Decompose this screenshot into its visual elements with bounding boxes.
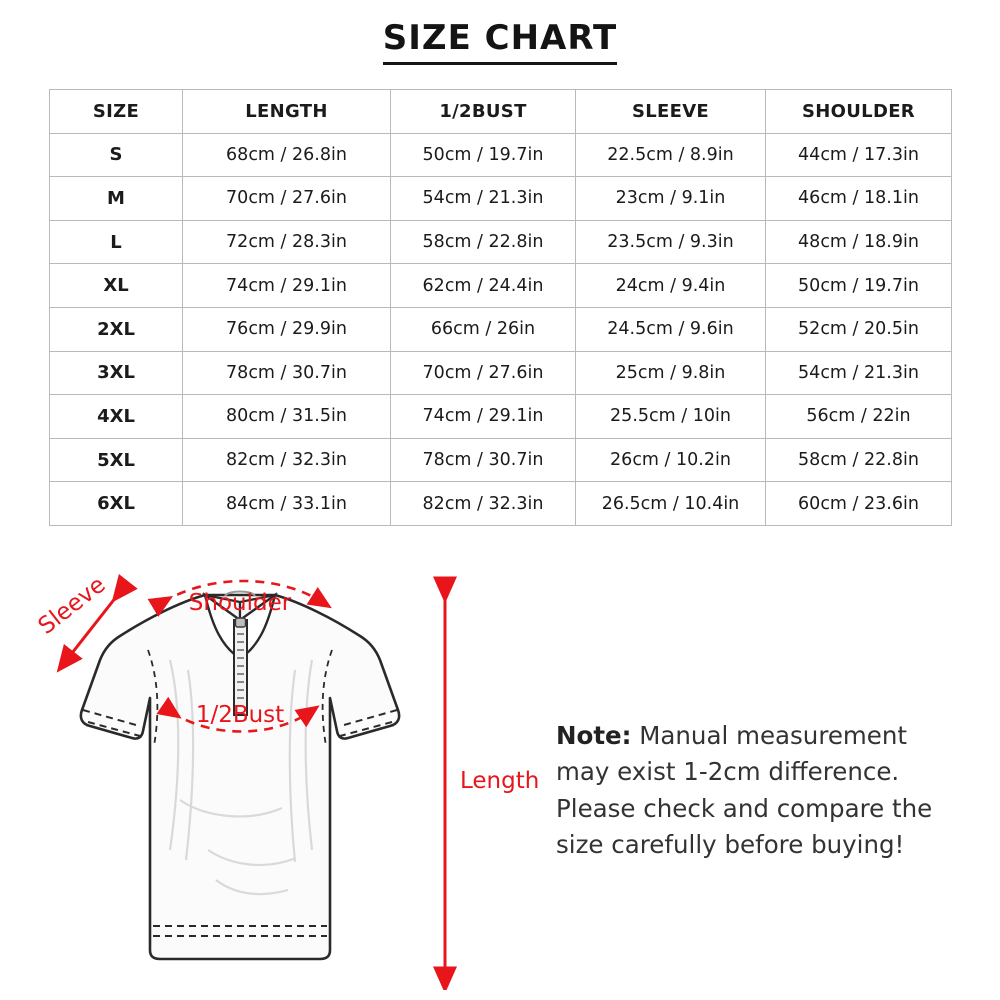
table-row — [50, 395, 952, 439]
cell-shoulder: 60cm / 23.6in — [766, 482, 952, 526]
cell-halfbust: 82cm / 32.3in — [391, 482, 576, 526]
cell-size: L — [50, 220, 183, 264]
size-chart-table — [49, 89, 952, 526]
cell-halfbust: 70cm / 27.6in — [391, 351, 576, 395]
cell-size: 3XL — [50, 351, 183, 395]
column-header-length: LENGTH — [183, 90, 391, 134]
cell-size: 6XL — [50, 482, 183, 526]
cell-size: S — [50, 133, 183, 177]
cell-shoulder: 54cm / 21.3in — [766, 351, 952, 395]
column-header-halfbust: 1/2BUST — [391, 90, 576, 134]
cell-sleeve: 22.5cm / 8.9in — [576, 133, 766, 177]
cell-halfbust: 50cm / 19.7in — [391, 133, 576, 177]
cell-length: 72cm / 28.3in — [183, 220, 391, 264]
cell-halfbust: 78cm / 30.7in — [391, 438, 576, 482]
cell-halfbust: 54cm / 21.3in — [391, 177, 576, 221]
note-prefix: Note: — [556, 721, 632, 750]
column-header-shoulder: SHOULDER — [766, 90, 952, 134]
cell-size: M — [50, 177, 183, 221]
cell-shoulder: 52cm / 20.5in — [766, 307, 952, 351]
cell-size: 5XL — [50, 438, 183, 482]
page-title-container — [0, 18, 1000, 65]
cell-halfbust: 62cm / 24.4in — [391, 264, 576, 308]
cell-length: 78cm / 30.7in — [183, 351, 391, 395]
cell-shoulder: 56cm / 22in — [766, 395, 952, 439]
cell-length: 82cm / 32.3in — [183, 438, 391, 482]
cell-length: 68cm / 26.8in — [183, 133, 391, 177]
table-row — [50, 133, 952, 177]
table-row — [50, 220, 952, 264]
label-shoulder: Shoulder — [188, 590, 292, 616]
cell-shoulder: 58cm / 22.8in — [766, 438, 952, 482]
page-title: SIZE CHART — [383, 18, 617, 65]
table-row — [50, 482, 952, 526]
cell-sleeve: 26.5cm / 10.4in — [576, 482, 766, 526]
label-half-bust: 1/2Bust — [195, 702, 285, 728]
note-text: Manual measurement may exist 1-2cm difference. Please check and compare the size carefully before buying! — [556, 721, 933, 859]
cell-sleeve: 23.5cm / 9.3in — [576, 220, 766, 264]
label-length: Length — [460, 768, 540, 794]
size-chart-table-container — [49, 89, 951, 526]
cell-length: 84cm / 33.1in — [183, 482, 391, 526]
polo-shirt-illustration — [81, 592, 399, 960]
cell-halfbust: 58cm / 22.8in — [391, 220, 576, 264]
cell-halfbust: 66cm / 26in — [391, 307, 576, 351]
cell-shoulder: 48cm / 18.9in — [766, 220, 952, 264]
table-row — [50, 438, 952, 482]
label-sleeve: Sleeve — [33, 571, 111, 640]
cell-length: 74cm / 29.1in — [183, 264, 391, 308]
cell-length: 76cm / 29.9in — [183, 307, 391, 351]
cell-shoulder: 46cm / 18.1in — [766, 177, 952, 221]
table-row — [50, 264, 952, 308]
cell-size: 4XL — [50, 395, 183, 439]
measurement-diagram — [20, 550, 540, 990]
column-header-sleeve: SLEEVE — [576, 90, 766, 134]
table-row — [50, 307, 952, 351]
cell-shoulder: 50cm / 19.7in — [766, 264, 952, 308]
cell-sleeve: 24cm / 9.4in — [576, 264, 766, 308]
cell-sleeve: 23cm / 9.1in — [576, 177, 766, 221]
column-header-size: SIZE — [50, 90, 183, 134]
note-block — [556, 718, 966, 863]
cell-sleeve: 25.5cm / 10in — [576, 395, 766, 439]
cell-length: 80cm / 31.5in — [183, 395, 391, 439]
cell-size: 2XL — [50, 307, 183, 351]
table-header-row — [50, 90, 952, 134]
cell-size: XL — [50, 264, 183, 308]
cell-halfbust: 74cm / 29.1in — [391, 395, 576, 439]
cell-shoulder: 44cm / 17.3in — [766, 133, 952, 177]
cell-sleeve: 26cm / 10.2in — [576, 438, 766, 482]
cell-sleeve: 24.5cm / 9.6in — [576, 307, 766, 351]
cell-sleeve: 25cm / 9.8in — [576, 351, 766, 395]
cell-length: 70cm / 27.6in — [183, 177, 391, 221]
table-row — [50, 177, 952, 221]
table-row — [50, 351, 952, 395]
